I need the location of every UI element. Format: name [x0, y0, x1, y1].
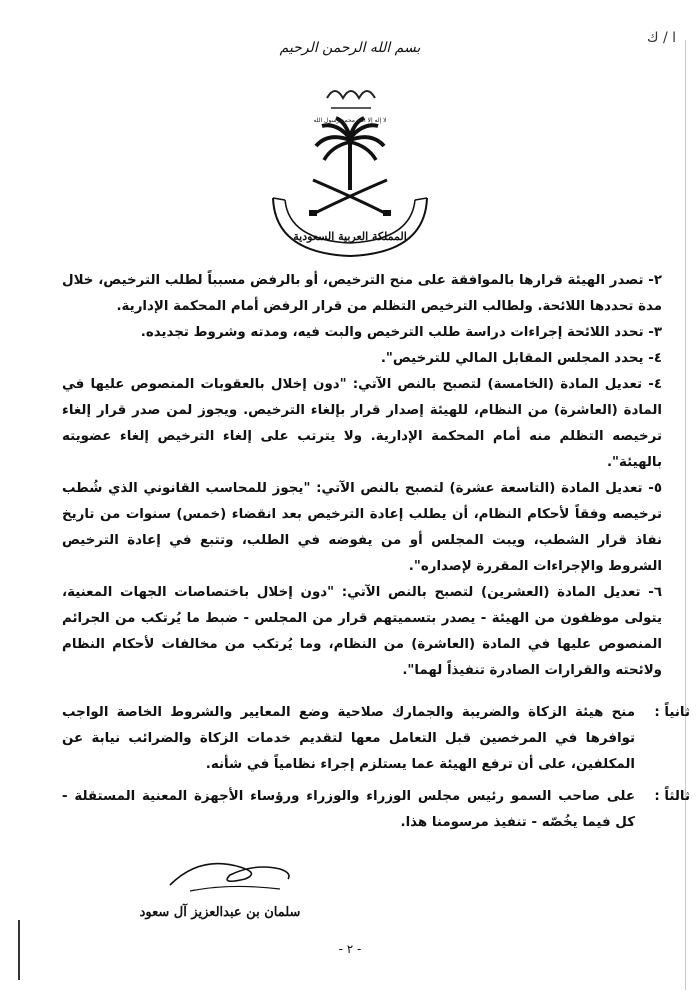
clause-2: ٢- تصدر الهيئة قرارها بالموافقة على منح الترخيص، أو بالرفض مسبباً لطلب الترخيص، خلال مدة تحددها اللائحة. ولطالب الترخيص التظلم من قرار الرفض أمام المحكمة الإدارية. — [62, 273, 662, 314]
letterhead — [240, 40, 460, 255]
saudi-emblem-icon — [255, 68, 445, 258]
section-text: منح هيئة الزكاة والضريبة والجمارك صلاحية وضع المعايير والشروط الخاصة الواجب توافرها في المرخصين قبل التعامل معها لتقديم خدمات الزكاة والضرائب نيابة عن المكلفين، على أن ترفع الهيئة عما يستلزم إجراء نظامياً في شأنه. — [62, 705, 635, 772]
section-label: ثانياً : — [654, 705, 690, 720]
section-label: ثالثاً : — [654, 789, 690, 804]
basmala: بسم الله الرحمن الرحيم — [279, 40, 421, 56]
amendment-article-20: ٦- تعديل المادة (العشرين) لتصبح بالنص الآتي: "دون إخلال باختصاصات الجهات المعنية، يتولى موظفون من الهيئة - يصدر بتسميتهم قرار من المجلس - ضبط ما يُرتكب من الجرائم المنصوص عليها في المادة (العاشرة) من النظام، وما يُرتكب من مخالفات لأحكام النظام ولائحته والقرارات الصادرة تنفيذاً لهما". — [62, 585, 662, 678]
clause-4a: ٤- يحدد المجلس المقابل المالي للترخيص". — [380, 351, 662, 366]
decree-body — [62, 268, 662, 684]
signer-name: سلمان بن عبدالعزيز آل سعود — [139, 905, 301, 920]
shahada-text: لا إله إلا الله محمد رسول الله — [313, 117, 387, 124]
kingdom-name: المملكة العربية السعودية — [293, 230, 407, 243]
amendment-article-5: ٤- تعديل المادة (الخامسة) لتصبح بالنص الآتي: "دون إخلال بالعقوبات المنصوص عليها في المادة (العاشرة) من النظام، للهيئة إصدار قرار بإلغاء الترخيص. ويجوز لمن صدر قرار إلغاء ترخيصه التظلم منه أمام المحكمة الإدارية. ولا يترتب على إلغاء الترخيص إلغاء عضويته بالهيئة". — [62, 377, 662, 470]
signature-icon — [160, 845, 300, 905]
corner-handwritten-mark: ا / ك — [646, 30, 676, 46]
amendment-article-19: ٥- تعديل المادة (التاسعة عشرة) لتصبح بالنص الآتي: "يجوز للمحاسب القانوني الذي شُطب ترخيصه وفقاً لأحكام النظام، أن يطلب إعادة الترخيص بعد انقضاء (خمس) سنوات من تاريخ نفاذ قرار الشطب، ويبت المجلس أو من يفوضه في الطلب، وتتبع في إعادة الترخيص الشروط والإجراءات المقررة لإصداره". — [62, 481, 662, 574]
page-number: - ٢ - — [338, 942, 362, 956]
clause-3: ٣- تحدد اللائحة إجراءات دراسة طلب الترخيص والبت فيه، ومدته وشروط تجديده. — [140, 325, 662, 340]
section-second — [62, 700, 690, 778]
margin-line — [685, 40, 686, 990]
section-text: على صاحب السمو رئيس مجلس الوزراء والوزراء ورؤساء الأجهزة المعنية المستقلة - كل فيما يخُصّه - تنفيذ مرسومنا هذا. — [62, 789, 635, 830]
section-third — [62, 784, 690, 836]
edge-mark — [18, 920, 20, 980]
